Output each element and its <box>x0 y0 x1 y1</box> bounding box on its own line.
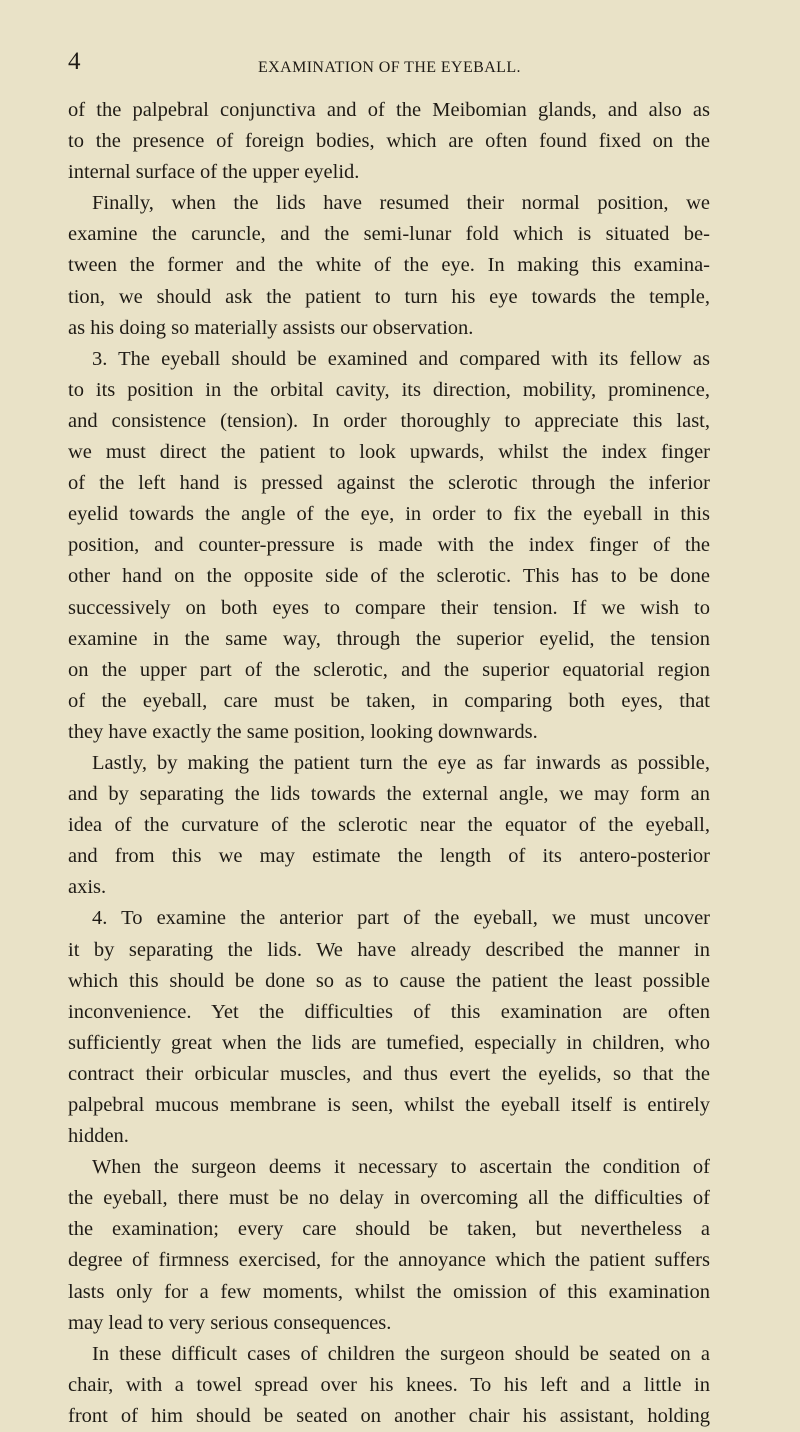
text-line: and consistence (tension). In order thoroughly to appreciate this last, <box>68 409 710 432</box>
running-head: EXAMINATION OF THE EYEBALL. <box>258 59 521 76</box>
text-line: hidden. <box>68 1125 129 1148</box>
text-line: and from this we may estimate the length of its antero-posterior <box>68 845 710 868</box>
text-line: tween the former and the white of the eye. In making this examina- <box>68 254 710 277</box>
text-line: inconvenience. Yet the difficulties of this examination are often <box>68 1000 710 1023</box>
text-line: may lead to very serious consequences. <box>68 1311 392 1334</box>
text-line: the examination; every care should be taken, but nevertheless a <box>68 1218 710 1241</box>
text-line: examine the caruncle, and the semi-lunar fold which is situated be- <box>68 223 710 246</box>
text-line: lasts only for a few moments, whilst the omission of this examination <box>68 1280 710 1303</box>
text-line: When the surgeon deems it necessary to ascertain the condition of <box>92 1156 710 1179</box>
text-line: to the presence of foreign bodies, which are often found fixed on the <box>68 130 710 153</box>
text-line: palpebral mucous membrane is seen, whilst the eyeball itself is entirely <box>68 1094 710 1116</box>
text-line: and by separating the lids towards the external angle, we may form an <box>68 783 710 806</box>
text-line: they have exactly the same position, looking downwards. <box>68 720 538 743</box>
text-line: of the left hand is pressed against the sclerotic through the inferior <box>68 472 710 495</box>
text-line: internal surface of the upper eyelid. <box>68 161 360 184</box>
text-line: axis. <box>68 876 107 899</box>
text-line: successively on both eyes to compare their tension. If we wish to <box>68 596 710 619</box>
text-line: which this should be done so as to cause the patient the least possible <box>68 969 710 992</box>
text-line: the eyeball, there must be no delay in overcoming all the difficulties of <box>68 1187 710 1210</box>
text-line: chair, with a towel spread over his knees. To his left and a little in <box>68 1373 710 1396</box>
text-line: examine in the same way, through the superior eyelid, the tension <box>68 627 710 650</box>
text-line: of the palpebral conjunctiva and of the Meibomian glands, and also as <box>68 99 710 121</box>
text-line: to its position in the orbital cavity, its direction, mobility, prominence, <box>68 378 710 401</box>
text-line: Lastly, by making the patient turn the eye as far inwards as possible, <box>92 751 710 774</box>
text-line: other hand on the opposite side of the sclerotic. This has to be done <box>68 565 710 588</box>
text-line: degree of firmness exercised, for the annoyance which the patient suffers <box>68 1249 710 1272</box>
text-line: front of him should be seated on another chair his assistant, holding <box>68 1404 710 1427</box>
text-line: Finally, when the lids have resumed their normal position, we <box>92 192 710 215</box>
text-line: 3. The eyeball should be examined and compared with its fellow as <box>92 347 710 370</box>
text-line: sufficiently great when the lids are tumefied, especially in children, who <box>68 1031 710 1054</box>
text-line: 4. To examine the anterior part of the eyeball, we must uncover <box>92 907 710 930</box>
text-line: position, and counter-pressure is made with the index finger of the <box>68 534 710 557</box>
text-line: In these difficult cases of children the surgeon should be seated on a <box>92 1342 710 1365</box>
text-line: contract their orbicular muscles, and thus evert the eyelids, so that the <box>68 1062 710 1085</box>
text-line: of the eyeball, care must be taken, in comparing both eyes, that <box>68 689 710 712</box>
body-text <box>68 95 710 1432</box>
text-line: we must direct the patient to look upwards, whilst the index finger <box>68 441 710 464</box>
text-line: on the upper part of the sclerotic, and the superior equatorial region <box>68 658 710 681</box>
text-line: eyelid towards the angle of the eye, in order to fix the eyeball in this <box>68 503 710 526</box>
text-line: it by separating the lids. We have already described the manner in <box>68 938 710 961</box>
text-line: tion, we should ask the patient to turn his eye towards the temple, <box>68 285 710 308</box>
text-line: as his doing so materially assists our observation. <box>68 316 474 339</box>
text-line: idea of the curvature of the sclerotic near the equator of the eyeball, <box>68 814 710 837</box>
page-number: 4 <box>68 48 81 75</box>
